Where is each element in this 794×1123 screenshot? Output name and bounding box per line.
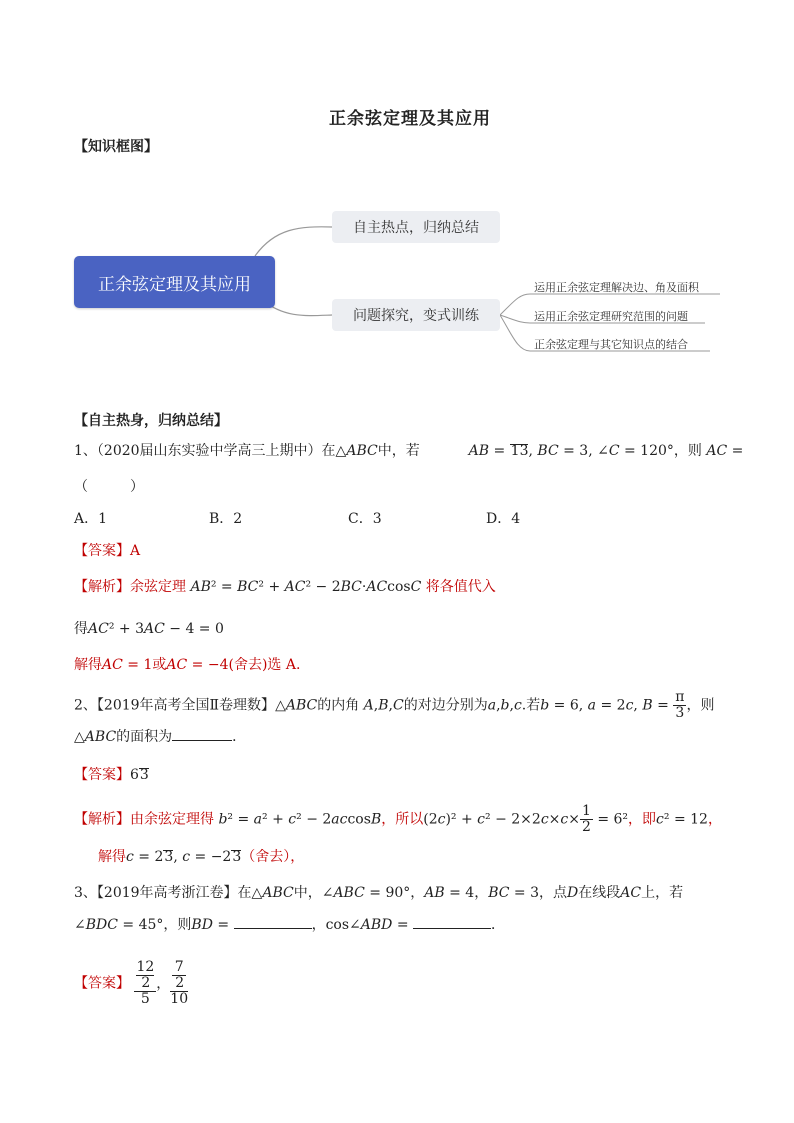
q1-option-c: C．3	[348, 511, 382, 527]
q2-analysis: 【解析】由余弦定理得 b² = a² + c² − 2accosB，所以(2c)² + c² − 2×2c×c× $\frac{1}{2}$ = 6²，即c² = 12，	[74, 803, 722, 835]
q3-line2: ∠BDC = 45°，则BD = ，cos∠ABD = ．	[74, 917, 506, 933]
mindmap-leaf: 正余弦定理与其它知识点的结合	[534, 339, 688, 351]
mindmap-root-node: 正余弦定理及其应用	[74, 256, 275, 308]
q1-prefix: 1、（2020届山东实验中学高三上期中）在	[74, 443, 336, 459]
question-1: 1、（2020届山东实验中学高三上期中）在△ABC中，若 AB = 13, BC = 3, ∠C = 120°，则 AC =	[74, 443, 744, 459]
mindmap-leaf: 运用正余弦定理研究范围的问题	[534, 311, 688, 323]
question-3: 3、【2019年高考浙江卷】在△ABC中，∠ABC = 90°，AB = 4，BC = 3，点D在线段AC上，若	[74, 885, 684, 901]
q1-option-b: B．2	[209, 511, 243, 527]
q1-derive: 得AC² + 3AC − 4 = 0	[74, 621, 224, 637]
q1-mid: 中，若	[377, 443, 420, 459]
mindmap-branch-warmup: 自主热点，归纳总结	[332, 211, 500, 243]
q1-analysis: 【解析】余弦定理 AB² = BC² + AC² − 2BC·ACcosC 将各值代入	[74, 579, 496, 595]
q1-solve: 解得AC = 1或AC = −4(舍去)选 A.	[74, 657, 301, 673]
section-heading-warmup: 【自主热身，归纳总结】	[74, 413, 228, 429]
section-heading-framework: 【知识框图】	[74, 139, 158, 155]
q1-option-a: A．1	[74, 511, 108, 527]
question-2: 2、【2019年高考全国Ⅱ卷理数】△ABC的内角 A,B,C的对边分别为a,b,c.若b = 6, a = 2c, B = $\frac{\pi}{3}$ ，则	[74, 689, 715, 721]
page-title: 正余弦定理及其应用	[329, 109, 491, 129]
q2-solve: 解得c = 23, c = −23（舍去），	[98, 849, 305, 865]
q1-option-d: D．4	[486, 511, 521, 527]
q1-end: ，则	[673, 443, 702, 459]
q2-line2: △ABC的面积为 ．	[74, 729, 247, 745]
q1-paren: （ ）	[74, 479, 144, 495]
mindmap-leaf: 运用正余弦定理解决边、角及面积	[534, 282, 699, 294]
q2-answer: 【答案】63	[74, 767, 149, 783]
q3-answer: 【答案】 12 2 5 ， 7 2 10	[74, 959, 189, 1007]
mindmap-branch-explore: 问题探究，变式训练	[332, 299, 500, 331]
q1-answer: 【答案】A	[74, 543, 141, 559]
